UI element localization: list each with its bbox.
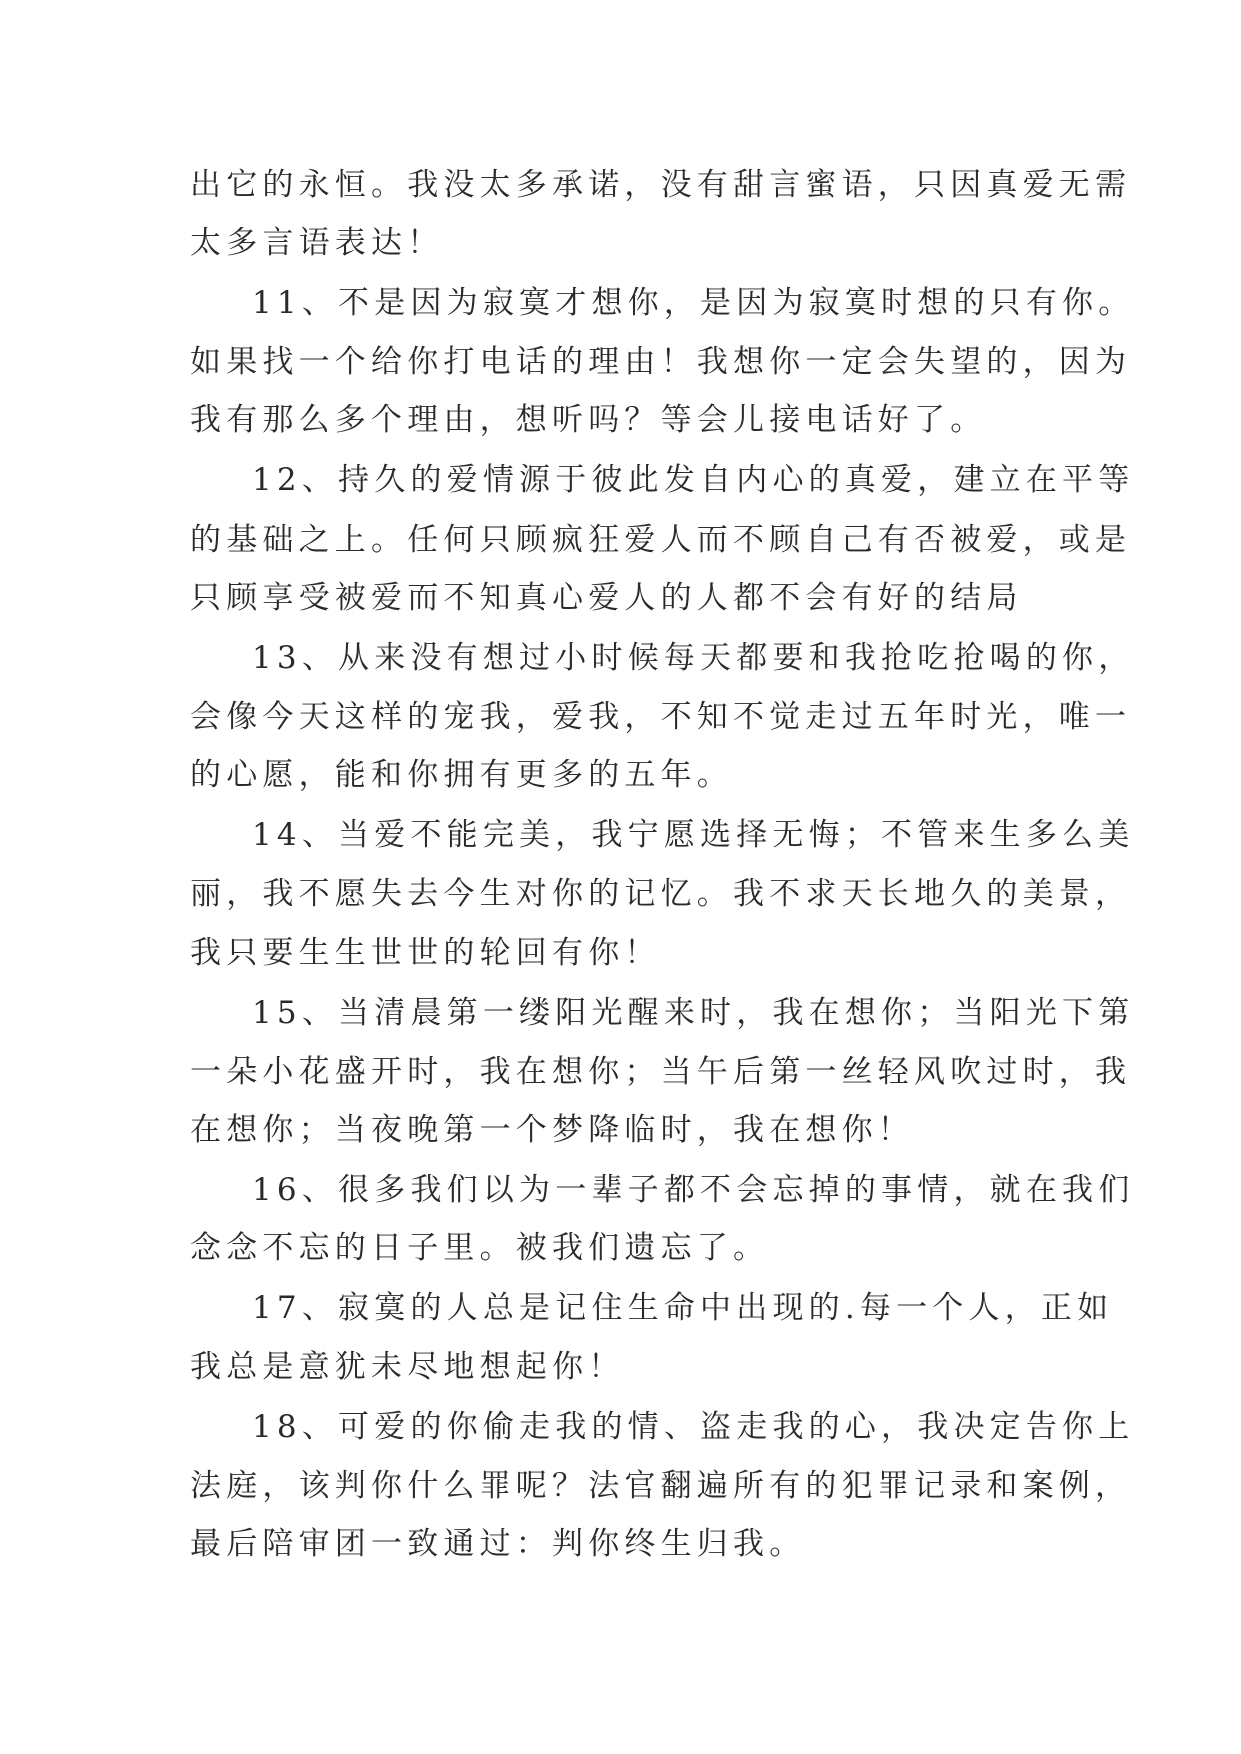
text-line: 一朵小花盛开时，我在想你；当午后第一丝轻风吹过时，我 [190, 1054, 1132, 1090]
text-line: 太多言语表达！ [190, 225, 444, 261]
text-line: 会像今天这样的宠我，爱我，不知不觉走过五年时光，唯一 [190, 699, 1132, 735]
text-line: 只顾享受被爱而不知真心爱人的人都不会有好的结局 [190, 580, 1023, 616]
item-14-line: 14、当爱不能完美，我宁愿选择无悔；不管来生多么美 [252, 817, 1135, 853]
text-line: 在想你；当夜晚第一个梦降临时，我在想你！ [190, 1112, 914, 1148]
item-17-line: 17、寂寞的人总是记住生命中出现的.每一个人，正如 [252, 1290, 1114, 1326]
item-18-line: 18、可爱的你偷走我的情、盗走我的心，我决定告你上 [252, 1409, 1135, 1445]
text-line: 的基础之上。任何只顾疯狂爱人而不顾自己有否被爱，或是 [190, 522, 1132, 558]
text-line: 的心愿，能和你拥有更多的五年。 [190, 757, 733, 793]
text-line: 出它的永恒。我没太多承诺，没有甜言蜜语，只因真爱无需 [190, 167, 1132, 203]
text-line: 我只要生生世世的轮回有你！ [190, 935, 661, 971]
item-11-line: 11、不是因为寂寞才想你，是因为寂寞时想的只有你。 [252, 285, 1135, 321]
text-line: 我总是意犹未尽地想起你！ [190, 1349, 625, 1385]
text-line: 念念不忘的日子里。被我们遗忘了。 [190, 1230, 770, 1266]
text-line: 法庭，该判你什么罪呢？法官翻遍所有的犯罪记录和案例， [190, 1468, 1132, 1504]
text-line: 丽，我不愿失去今生对你的记忆。我不求天长地久的美景， [190, 876, 1132, 912]
text-line: 我有那么多个理由，想听吗？等会儿接电话好了。 [190, 402, 987, 438]
text-line: 最后陪审团一致通过：判你终生归我。 [190, 1526, 806, 1562]
item-15-line: 15、当清晨第一缕阳光醒来时，我在想你；当阳光下第 [252, 995, 1135, 1031]
item-12-line: 12、持久的爱情源于彼此发自内心的真爱，建立在平等 [252, 462, 1135, 498]
item-16-line: 16、很多我们以为一辈子都不会忘掉的事情，就在我们 [252, 1172, 1135, 1208]
text-line: 如果找一个给你打电话的理由！我想你一定会失望的，因为 [190, 344, 1132, 380]
item-13-line: 13、从来没有想过小时候每天都要和我抢吃抢喝的你， [252, 640, 1135, 676]
